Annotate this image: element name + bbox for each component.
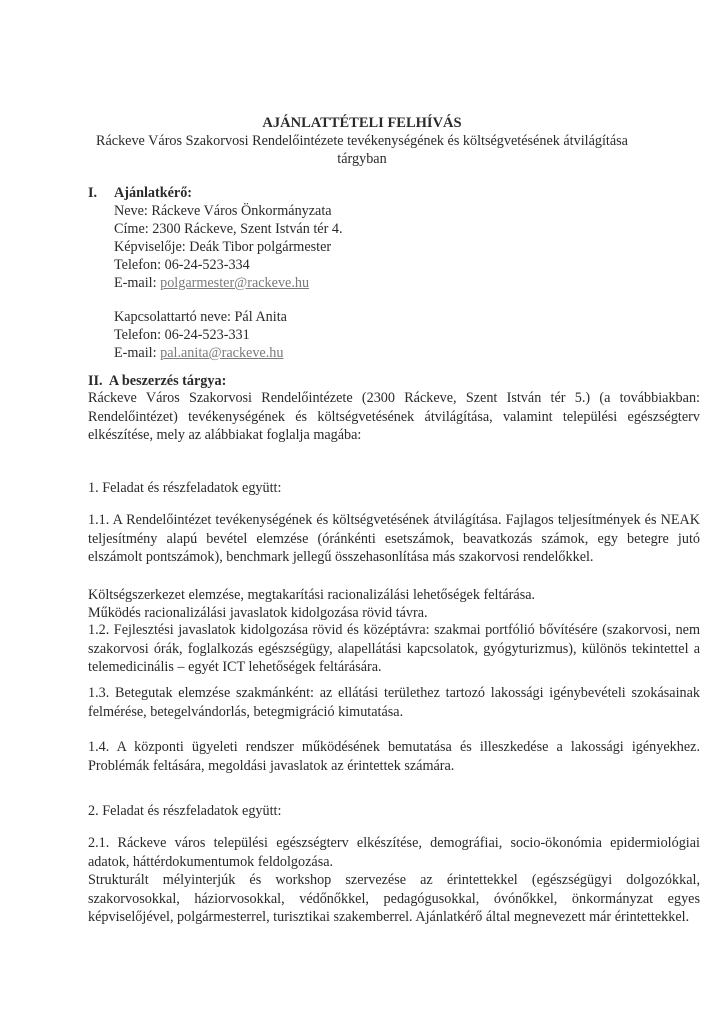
email-link[interactable]: polgarmester@rackeve.hu	[160, 275, 310, 291]
document-subtitle: Ráckeve Város Szakorvosi Rendelőintézete tevékenységének és költségvetésének átvilágítása	[96, 133, 628, 149]
requester-phone: Telefon: 06-24-523-334	[114, 257, 250, 273]
requester-name: Neve: Ráckeve Város Önkormányzata	[114, 203, 332, 219]
section-number: I.	[88, 185, 98, 201]
document-title: AJÁNLATTÉTELI FELHÍVÁS	[262, 115, 462, 131]
contact-email-line	[114, 344, 283, 362]
task-1-2: 1.2. Fejlesztési javaslatok kidolgozása rövid és középtávra: szakmai portfólió bővítésére (szakorvosi, nem szakorvosi órák, foglalkozás egészségügy, alapellátási kapcsolatok, gyógyturizmus), különös tekintettel a telemedicinális – egyét ICT lehetőségek feltárására.	[88, 622, 700, 676]
requester-email-line	[114, 274, 309, 292]
task-1-1-c: Működés racionalizálási javaslatok kidolgozása rövid távra.	[88, 605, 428, 621]
task-1-3: 1.3. Betegutak elemzése szakmánként: az ellátási területhez tartozó lakossági igénybevételi szokásainak felmérése, betegelvándorlás, betegmigráció kimutatása.	[88, 685, 700, 720]
task2-heading: 2. Feladat és részfeladatok együtt:	[88, 803, 282, 819]
requester-representative: Képviselője: Deák Tibor polgármester	[114, 239, 332, 255]
contact-name: Kapcsolattartó neve: Pál Anita	[114, 309, 287, 325]
subject-intro: Ráckeve Város Szakorvosi Rendelőintézete (2300 Ráckeve, Szent István tér 5.) (a továbbiakban: Rendelőintézet) tevékenységének és költségvetésének átvilágítása, valamint települési egészségterv elkészítése, mely az alábbiakat foglalja magába:	[88, 390, 700, 444]
email-label: E-mail:	[114, 275, 161, 291]
task-2-1-b: Strukturált mélyinterjúk és workshop szervezése az érintettekkel (egészségügyi dolgozókkal, szakorvosokkal, háziorvosokkal, védőnőkkel, pedagógusokkal, óvónőkkel, önkormányzat egyes képviselőjével, polgármesterrel, turisztikai szakemberrel. Ajánlatkérő által megnevezett már érintettekkel.	[88, 872, 700, 926]
contact-email-link[interactable]: pal.anita@rackeve.hu	[160, 345, 284, 361]
task-1-4: 1.4. A központi ügyeleti rendszer működésének bemutatása és illeszkedése a lakossági igényekhez. Problémák feltására, megoldási javaslatok az érintettek számára.	[88, 739, 700, 774]
task1-heading: 1. Feladat és részfeladatok együtt:	[88, 480, 282, 496]
section-heading: Ajánlatkérő:	[114, 185, 193, 201]
document-subtitle-cont: tárgyban	[337, 151, 387, 167]
requester-address: Címe: 2300 Ráckeve, Szent István tér 4.	[114, 221, 343, 237]
contact-phone: Telefon: 06-24-523-331	[114, 327, 250, 343]
section-heading-subject: II. A beszerzés tárgya:	[88, 373, 227, 389]
task-1-1: 1.1. A Rendelőintézet tevékenységének és költségvetésének átvilágítása. Fajlagos teljesítmények és NEAK teljesítmény alapú bevétel elemzése (óránkénti esetszámok, beavatkozás számok, egy betegre jutó elszámolt pontszámok), benchmark jellegű összehasonlítása más szakorvosi rendelőkkel.	[88, 512, 700, 566]
task-2-1: 2.1. Ráckeve város települési egészségterv elkészítése, demográfiai, socio-ökonómia epidermiológiai adatok, háttérdokumentumok feldolgozása.	[88, 835, 700, 870]
contact-email-label: E-mail:	[114, 345, 161, 361]
task-1-1-b: Költségszerkezet elemzése, megtakarítási racionalizálási lehetőségek feltárása.	[88, 587, 536, 603]
